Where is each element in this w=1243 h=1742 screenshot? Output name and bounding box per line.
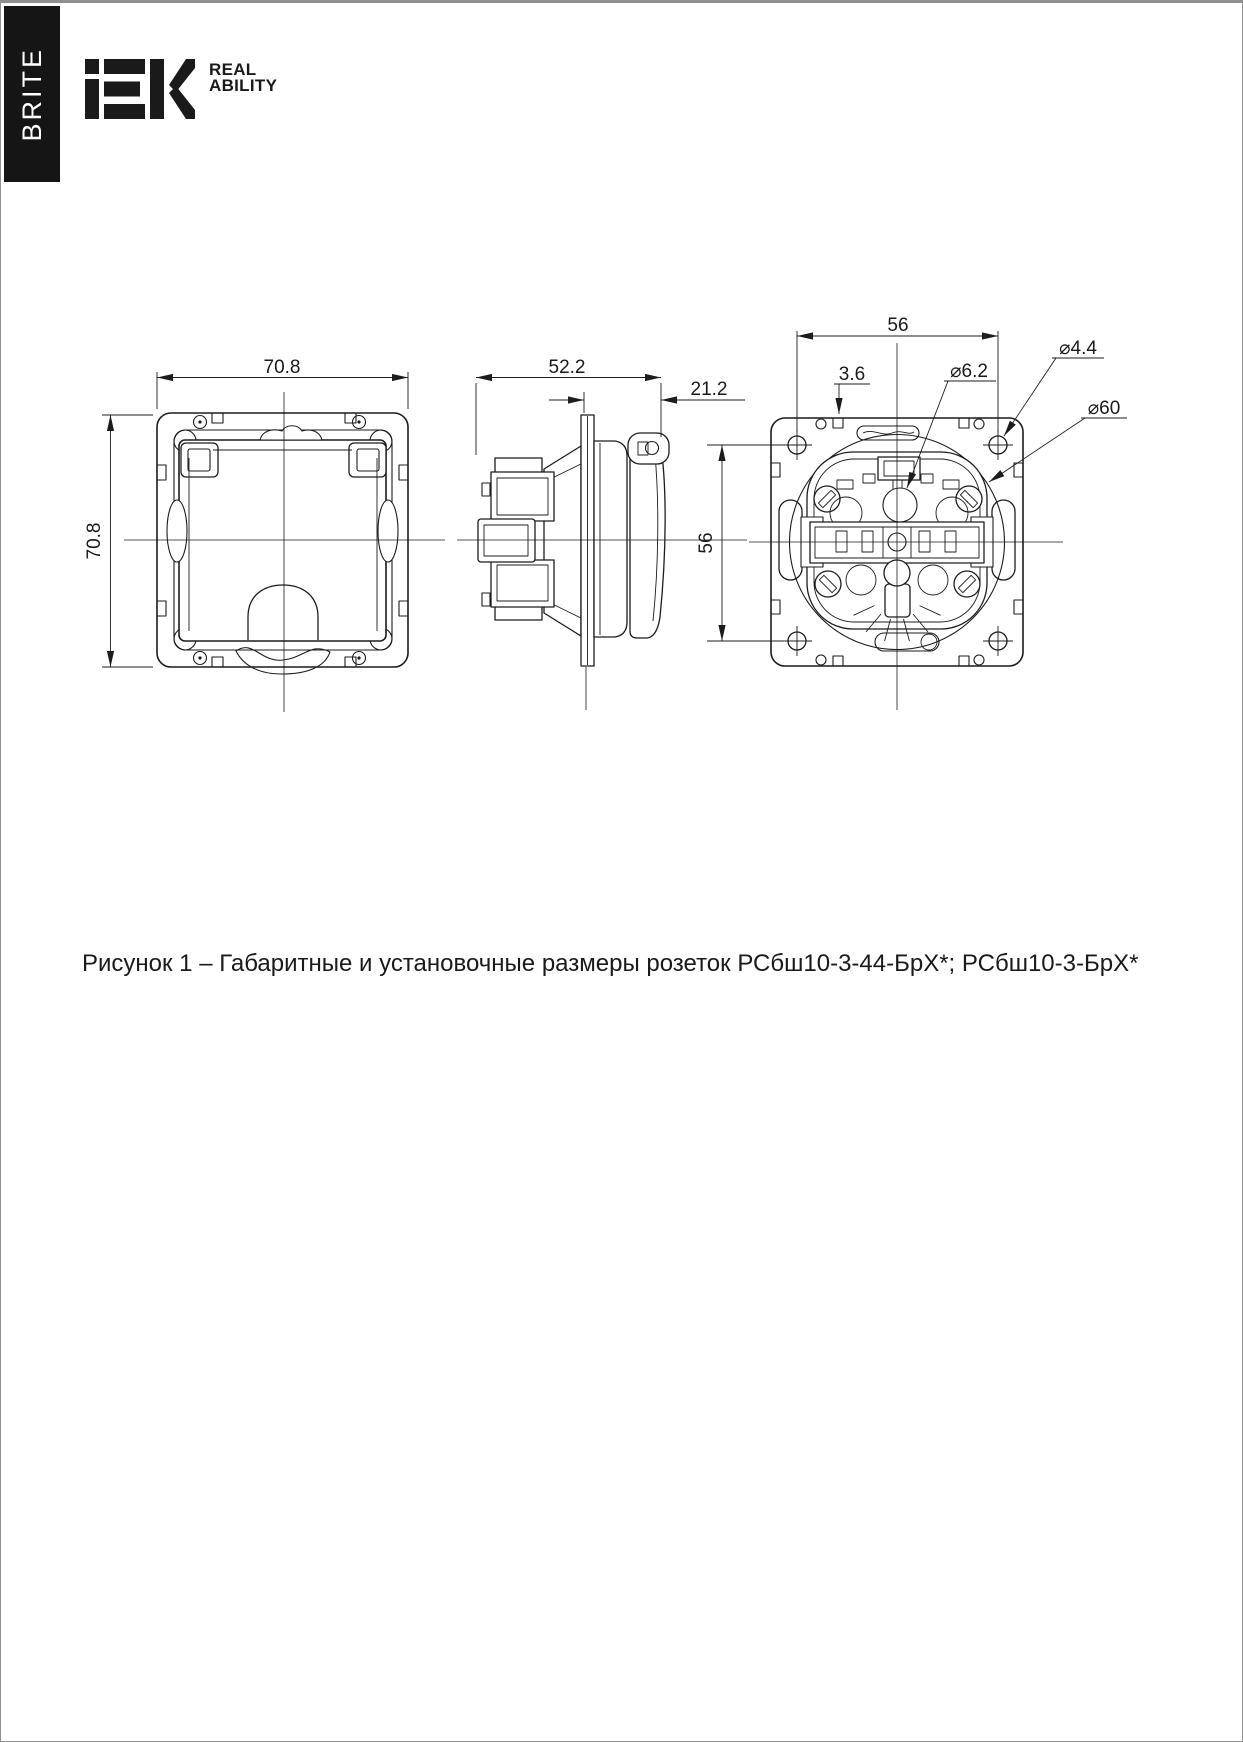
- brite-series-label: BRITE: [16, 46, 47, 142]
- back-screw-tl: [814, 486, 840, 512]
- front-grip-right: [378, 500, 398, 562]
- back-screw-br: [954, 571, 980, 597]
- back-hole-spacing-v-label: 56: [696, 532, 717, 554]
- side-upper-lip: [495, 458, 542, 473]
- tagline-line2: ABILITY: [209, 75, 278, 95]
- back-slot-width-leader: [834, 364, 870, 414]
- figure-caption: Рисунок 1 – Габаритные и установочные размеры розеток РСбш10-3-44-БрХ*; РСбш10-3-БрХ*: [82, 950, 1139, 977]
- back-center-hole-label: ⌀6.2: [950, 361, 988, 382]
- side-cover-depth-label: 21.2: [690, 379, 728, 400]
- side-lid-profile: [630, 440, 665, 638]
- side-upper-terminal: [491, 472, 554, 521]
- back-mechanism-diameter-label: ⌀60: [1087, 398, 1121, 419]
- front-width-dimension: [157, 357, 408, 409]
- figure-drawings: [1, 3, 1243, 1742]
- front-height-label: 70.8: [84, 522, 105, 560]
- side-screw-head-upper: [482, 483, 490, 496]
- front-hinge-right: [349, 443, 386, 477]
- tagline-line1: REAL: [209, 60, 257, 79]
- side-cover-depth-dimension: [549, 379, 745, 413]
- back-screw-bl: [815, 571, 841, 597]
- side-screw-head-lower: [482, 593, 490, 606]
- front-hinge-left: [181, 443, 218, 477]
- back-center-top-hole: [883, 488, 917, 522]
- side-lower-lip: [495, 606, 542, 620]
- side-lower-terminal: [491, 560, 554, 607]
- front-width-label: 70.8: [263, 357, 301, 378]
- front-view-drawing: [84, 357, 445, 712]
- front-height-dimension: [84, 415, 153, 667]
- back-view-drawing: [696, 315, 1127, 710]
- front-grip-left: [167, 500, 187, 562]
- back-keyhole-slot: [885, 584, 910, 617]
- side-hinge-knuckle: [628, 433, 669, 464]
- back-hole-spacing-h-label: 56: [887, 315, 909, 336]
- back-slot-width-label: 3.6: [838, 364, 866, 385]
- back-mount-hole-label: ⌀4.4: [1059, 338, 1097, 359]
- side-decor-frame: [594, 441, 627, 637]
- side-depth-label: 52.2: [548, 357, 586, 378]
